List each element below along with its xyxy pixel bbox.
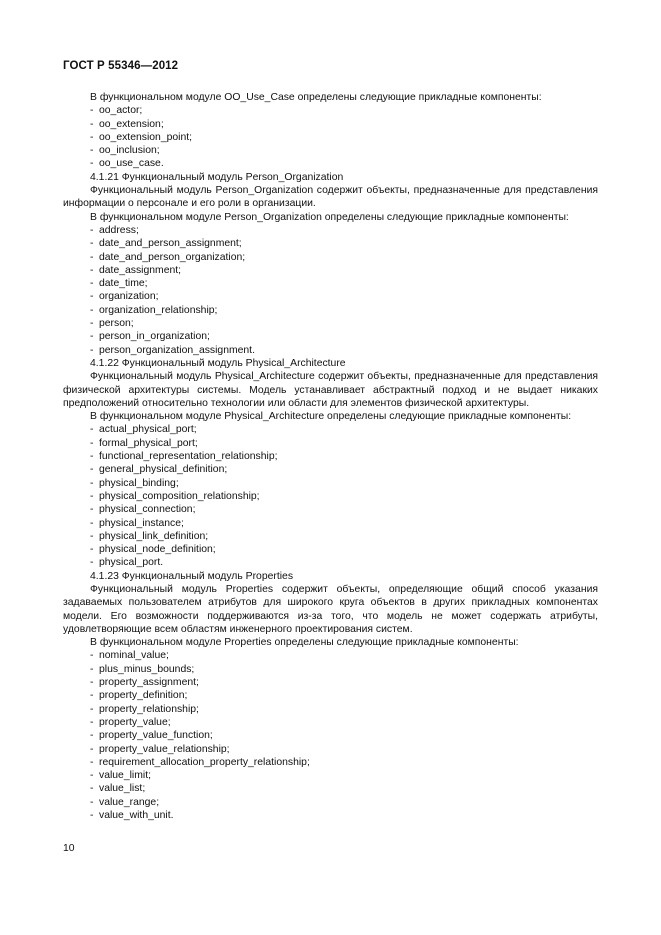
list-dash: - bbox=[90, 105, 94, 117]
list-item-text: general_physical_definition; bbox=[99, 464, 228, 476]
list-item bbox=[63, 756, 598, 769]
list-item bbox=[63, 743, 598, 756]
list-dash: - bbox=[90, 716, 94, 728]
list-item-text: organization; bbox=[99, 291, 159, 303]
paragraph: Функциональный модуль Physical_Architecture содержит объекты, предназначенные для представления физической архитектуры системы. Модель устанавливает абстрактный подход и не выдает никаких предположений относительно технологии или области для элементов физической архитектуры. bbox=[63, 371, 598, 409]
list-item bbox=[63, 144, 598, 157]
list-item-text: address; bbox=[99, 224, 139, 236]
section-heading: 4.1.22 Функциональный модуль Physical_Architecture bbox=[90, 357, 346, 369]
list-dash: - bbox=[90, 770, 94, 782]
list-item bbox=[63, 277, 598, 290]
list-dash: - bbox=[90, 291, 94, 303]
list-dash: - bbox=[90, 131, 94, 143]
list-item-text: requirement_allocation_property_relationship; bbox=[99, 756, 310, 768]
list-item bbox=[63, 463, 598, 476]
list-item-text: value_list; bbox=[99, 783, 146, 795]
paragraph: В функциональном модуле OO_Use_Case определены следующие прикладные компоненты: bbox=[90, 92, 542, 103]
paragraph: В функциональном модуле Properties определены следующие прикладные компоненты: bbox=[90, 637, 519, 649]
list-item-text: oo_actor; bbox=[99, 105, 143, 117]
list-item-text: oo_extension; bbox=[99, 118, 164, 130]
list-dash: - bbox=[90, 544, 94, 556]
list-item bbox=[63, 344, 598, 357]
list-item-text: property_relationship; bbox=[99, 703, 199, 715]
list-item bbox=[63, 782, 598, 795]
list-dash: - bbox=[90, 118, 94, 130]
list-dash: - bbox=[90, 158, 94, 170]
list-item bbox=[63, 663, 598, 676]
list-item bbox=[63, 304, 598, 317]
list-item bbox=[63, 503, 598, 516]
list-item-text: formal_physical_port; bbox=[99, 437, 198, 449]
list-dash: - bbox=[90, 437, 94, 449]
list-item bbox=[63, 796, 598, 809]
paragraph: В функциональном модуле Person_Organization определены следующие прикладные компоненты: bbox=[90, 211, 569, 223]
list-item-text: physical_binding; bbox=[99, 477, 179, 489]
list-dash: - bbox=[90, 517, 94, 529]
list-item-text: value_range; bbox=[99, 796, 160, 808]
list-dash: - bbox=[90, 464, 94, 476]
paragraph: Функциональный модуль Person_Organization содержит объекты, предназначенные для представления информации о персонале и его роли в организации. bbox=[63, 185, 598, 210]
list-item bbox=[63, 264, 598, 277]
list-dash: - bbox=[90, 650, 94, 662]
list-item-text: person_in_organization; bbox=[99, 331, 210, 343]
list-item bbox=[63, 530, 598, 543]
list-dash: - bbox=[90, 331, 94, 343]
document-header: ГОСТ Р 55346—2012 bbox=[63, 60, 179, 72]
list-item-text: date_time; bbox=[99, 278, 148, 290]
page-number: 10 bbox=[63, 843, 75, 854]
list-item bbox=[63, 716, 598, 729]
list-item bbox=[63, 423, 598, 436]
list-item-text: oo_inclusion; bbox=[99, 145, 160, 157]
list-item bbox=[63, 437, 598, 450]
list-dash: - bbox=[90, 238, 94, 250]
list-item bbox=[63, 104, 598, 117]
list-dash: - bbox=[90, 730, 94, 742]
list-item bbox=[63, 157, 598, 170]
list-dash: - bbox=[90, 477, 94, 489]
list-dash: - bbox=[90, 703, 94, 715]
list-item bbox=[63, 450, 598, 463]
list-item bbox=[63, 689, 598, 702]
list-dash: - bbox=[90, 530, 94, 542]
list-item bbox=[63, 118, 598, 131]
list-item-text: nominal_value; bbox=[99, 650, 169, 662]
list-dash: - bbox=[90, 224, 94, 236]
list-item-text: actual_physical_port; bbox=[99, 424, 197, 436]
list-item-text: physical_port. bbox=[99, 557, 164, 569]
list-dash: - bbox=[90, 490, 94, 502]
list-item-text: physical_node_definition; bbox=[99, 544, 216, 556]
list-item bbox=[63, 317, 598, 330]
list-dash: - bbox=[90, 251, 94, 263]
list-item bbox=[63, 237, 598, 250]
list-dash: - bbox=[90, 424, 94, 436]
list-item-text: physical_instance; bbox=[99, 517, 184, 529]
list-item-text: date_and_person_organization; bbox=[99, 251, 246, 263]
list-dash: - bbox=[90, 663, 94, 675]
list-item-text: value_with_unit. bbox=[99, 810, 174, 822]
list-item-text: plus_minus_bounds; bbox=[99, 663, 195, 675]
list-dash: - bbox=[90, 756, 94, 768]
list-dash: - bbox=[90, 304, 94, 316]
list-item-text: physical_link_definition; bbox=[99, 530, 209, 542]
list-dash: - bbox=[90, 278, 94, 290]
list-item bbox=[63, 251, 598, 264]
list-dash: - bbox=[90, 796, 94, 808]
list-dash: - bbox=[90, 557, 94, 569]
paragraph: Функциональный модуль Properties содержит объекты, определяющие общий способ указания задаваемых пользователем атрибутов для широкого круга объектов в других прикладных компонентах модели. Его возможности поддерживаются из-за того, что модель не может содержать атрибуты, удовлетворяющие всем областям инженерного проектирования систем. bbox=[63, 583, 598, 635]
list-item bbox=[63, 330, 598, 343]
list-item-text: person_organization_assignment. bbox=[99, 344, 255, 356]
list-item bbox=[63, 809, 598, 822]
list-item bbox=[63, 543, 598, 556]
list-item bbox=[63, 224, 598, 237]
list-item-text: physical_connection; bbox=[99, 504, 196, 516]
list-item bbox=[63, 290, 598, 303]
section-heading: 4.1.21 Функциональный модуль Person_Organization bbox=[90, 171, 344, 183]
list-item-text: date_and_person_assignment; bbox=[99, 238, 242, 250]
list-dash: - bbox=[90, 677, 94, 689]
list-item-text: organization_relationship; bbox=[99, 304, 218, 316]
list-dash: - bbox=[90, 451, 94, 463]
list-dash: - bbox=[90, 504, 94, 516]
list-item-text: oo_extension_point; bbox=[99, 131, 193, 143]
paragraph: В функциональном модуле Physical_Architecture определены следующие прикладные компоненты: bbox=[90, 411, 572, 423]
list-dash: - bbox=[90, 783, 94, 795]
list-item bbox=[63, 517, 598, 530]
list-item-text: property_assignment; bbox=[99, 677, 199, 689]
list-item bbox=[63, 676, 598, 689]
list-item bbox=[63, 703, 598, 716]
list-dash: - bbox=[90, 810, 94, 822]
list-item bbox=[63, 649, 598, 662]
section-heading: 4.1.23 Функциональный модуль Properties bbox=[90, 570, 294, 582]
list-dash: - bbox=[90, 743, 94, 755]
list-item-text: value_limit; bbox=[99, 770, 151, 782]
list-item-text: property_value; bbox=[99, 716, 171, 728]
list-dash: - bbox=[90, 344, 94, 356]
list-item-text: physical_composition_relationship; bbox=[99, 490, 260, 502]
list-dash: - bbox=[90, 145, 94, 157]
list-item bbox=[63, 131, 598, 144]
list-dash: - bbox=[90, 318, 94, 330]
list-item-text: person; bbox=[99, 318, 134, 330]
document-body bbox=[63, 91, 598, 822]
list-item-text: property_definition; bbox=[99, 690, 188, 702]
list-item bbox=[63, 477, 598, 490]
list-item bbox=[63, 556, 598, 569]
list-dash: - bbox=[90, 264, 94, 276]
list-item-text: property_value_relationship; bbox=[99, 743, 230, 755]
list-item-text: property_value_function; bbox=[99, 730, 213, 742]
list-item bbox=[63, 769, 598, 782]
list-item-text: functional_representation_relationship; bbox=[99, 451, 278, 463]
list-item bbox=[63, 490, 598, 503]
list-item bbox=[63, 729, 598, 742]
list-item-text: oo_use_case. bbox=[99, 158, 164, 170]
list-dash: - bbox=[90, 690, 94, 702]
list-item-text: date_assignment; bbox=[99, 264, 182, 276]
